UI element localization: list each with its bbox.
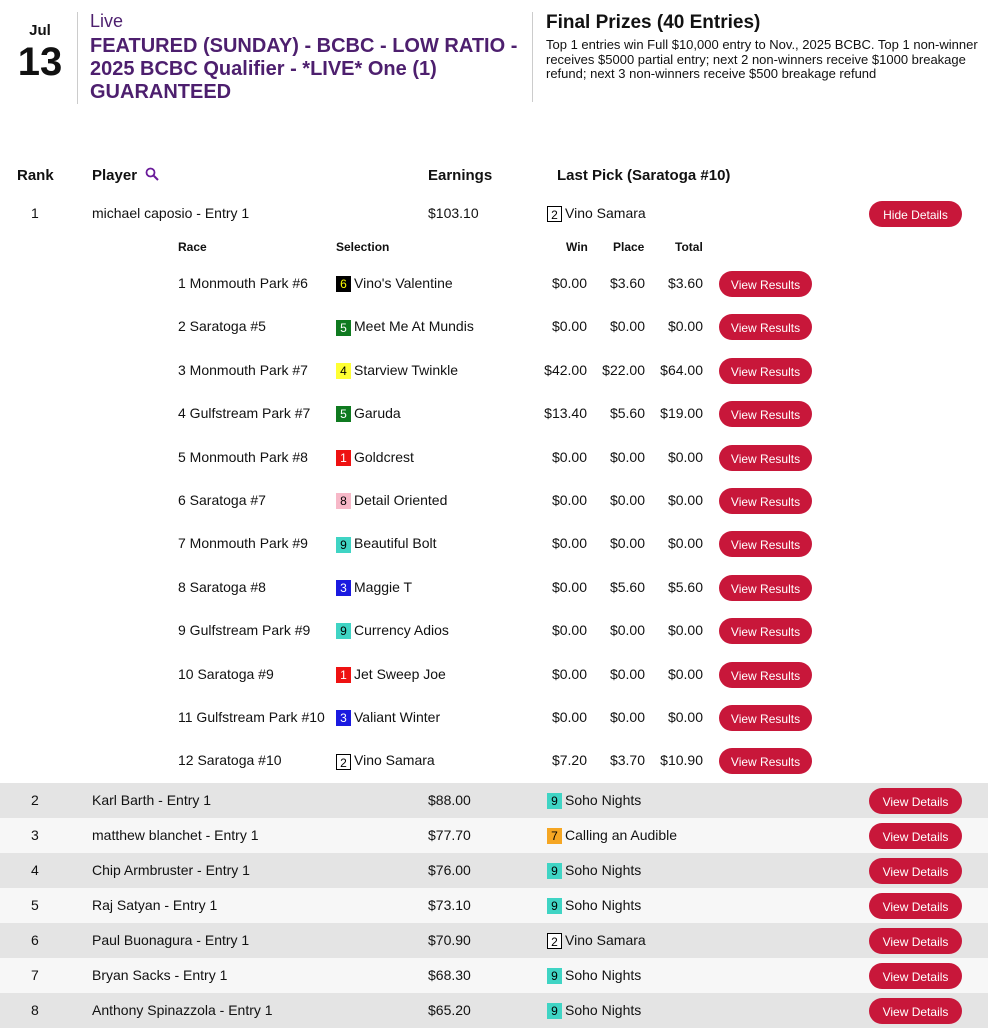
rank-cell: 5 <box>31 897 39 913</box>
win-cell: $0.00 <box>551 665 587 682</box>
player-name: Chip Armbruster - Entry 1 <box>92 862 250 878</box>
view-details-button[interactable]: View Details <box>869 823 962 849</box>
race-cell: 7 Monmouth Park #9 <box>178 535 308 552</box>
rank-cell: 8 <box>31 1002 39 1018</box>
horse-name: Soho Nights <box>565 967 642 983</box>
win-cell: $0.00 <box>551 318 587 335</box>
view-results-button[interactable]: View Results <box>719 271 812 297</box>
saddlecloth-badge: 4 <box>336 363 351 379</box>
race-detail-row <box>0 392 988 435</box>
place-cell: $0.00 <box>609 665 645 682</box>
earnings-value: $77.70 <box>428 827 471 843</box>
earnings-value: $70.90 <box>428 932 471 948</box>
horse-name: Goldcrest <box>354 448 414 465</box>
place-cell: $3.60 <box>609 275 645 291</box>
saddlecloth-badge: 3 <box>336 710 351 726</box>
win-cell: $0.00 <box>551 492 587 508</box>
race-cell: 1 Monmouth Park #6 <box>178 275 308 291</box>
hide-details-button[interactable]: Hide Details <box>869 201 962 227</box>
race-detail-row <box>0 436 988 479</box>
header-divider-2 <box>532 12 533 102</box>
selection-cell <box>336 622 449 639</box>
player-name: michael caposio - Entry 1 <box>92 205 250 221</box>
last-pick <box>547 827 677 844</box>
selection-column-header: Selection <box>336 240 390 254</box>
last-pick <box>547 897 641 914</box>
total-cell: $0.00 <box>667 448 703 465</box>
selection-cell <box>336 318 474 335</box>
race-cell: 2 Saratoga #5 <box>178 318 266 335</box>
selection-cell <box>336 362 458 379</box>
rank-cell: 2 <box>31 792 39 808</box>
player-name: Anthony Spinazzola - Entry 1 <box>92 1002 273 1018</box>
saddlecloth-badge: 6 <box>336 276 351 292</box>
earnings-value: $65.20 <box>428 1002 471 1018</box>
saddlecloth-badge: 9 <box>547 793 562 809</box>
standings-row <box>0 783 988 818</box>
total-cell: $10.90 <box>660 752 703 769</box>
place-cell: $22.00 <box>602 361 645 378</box>
standings-row <box>0 958 988 993</box>
total-cell: $64.00 <box>660 361 703 378</box>
header-divider <box>77 12 78 104</box>
horse-name: Maggie T <box>354 578 413 595</box>
rank-cell: 4 <box>31 862 39 878</box>
view-results-button[interactable]: View Results <box>719 488 812 514</box>
total-cell: $19.00 <box>660 405 703 422</box>
earnings-value: $88.00 <box>428 792 471 808</box>
horse-name: Calling an Audible <box>565 827 678 843</box>
race-detail-row <box>0 653 988 696</box>
rank-cell: 6 <box>31 932 39 948</box>
horse-name: Beautiful Bolt <box>354 535 437 552</box>
last-pick <box>547 792 641 809</box>
total-cell: $0.00 <box>667 492 703 508</box>
last-pick <box>547 932 646 949</box>
horse-name: Vino Samara <box>565 205 646 221</box>
view-results-button[interactable]: View Results <box>719 705 812 731</box>
win-column-header: Win <box>566 240 588 254</box>
win-cell: $7.20 <box>551 752 587 769</box>
place-cell: $0.00 <box>609 709 645 725</box>
horse-name: Soho Nights <box>565 792 642 808</box>
view-details-button[interactable]: View Details <box>869 858 962 884</box>
race-cell: 5 Monmouth Park #8 <box>178 448 308 465</box>
win-cell: $0.00 <box>551 535 587 552</box>
earnings-value: $76.00 <box>428 862 471 878</box>
horse-name: Starview Twinkle <box>354 361 459 378</box>
place-column-header: Place <box>613 240 645 254</box>
player-name: Karl Barth - Entry 1 <box>92 792 212 808</box>
saddlecloth-badge: 2 <box>336 754 351 770</box>
prizes-description: Top 1 entries win Full $10,000 entry to Nov., 2025 BCBC. Top 1 non-winner receives $5000 partial entry; next 2 non-winners receive $1000 breakage refund; next 3 non-winners receive $500 breakage refund <box>546 37 978 81</box>
last-pick-column-header: Last Pick (Saratoga #10) <box>557 167 731 184</box>
view-details-button[interactable]: View Details <box>869 998 962 1024</box>
selection-cell <box>336 405 401 422</box>
horse-name: Vino Samara <box>565 932 646 948</box>
total-column-header: Total <box>675 240 703 254</box>
standings-row <box>0 993 988 1028</box>
standings-row <box>0 853 988 888</box>
view-results-button[interactable]: View Results <box>719 401 812 427</box>
race-detail-row <box>0 522 988 565</box>
saddlecloth-badge: 9 <box>547 898 562 914</box>
standings-row <box>0 923 988 958</box>
win-cell: $13.40 <box>544 405 587 422</box>
player-name: Raj Satyan - Entry 1 <box>92 897 218 913</box>
saddlecloth-badge: 9 <box>547 968 562 984</box>
win-cell: $42.00 <box>544 361 587 378</box>
event-date <box>14 22 66 84</box>
horse-name: Soho Nights <box>565 862 642 878</box>
horse-name: Vino's Valentine <box>354 275 453 291</box>
view-details-button[interactable]: View Details <box>869 963 962 989</box>
horse-name: Garuda <box>354 405 401 422</box>
race-cell: 12 Saratoga #10 <box>178 752 282 769</box>
saddlecloth-badge: 5 <box>336 320 351 336</box>
race-cell: 3 Monmouth Park #7 <box>178 361 308 378</box>
race-detail-row <box>0 609 988 652</box>
saddlecloth-badge: 2 <box>547 206 562 222</box>
view-results-button[interactable]: View Results <box>719 662 812 688</box>
selection-cell <box>336 492 447 509</box>
view-results-button[interactable]: View Results <box>719 748 812 774</box>
selection-cell <box>336 752 435 769</box>
total-cell: $0.00 <box>667 665 703 682</box>
last-pick <box>547 862 641 879</box>
standings-row <box>0 888 988 923</box>
contest-title: FEATURED (SUNDAY) - BCBC - LOW RATIO - 2025 BCBC Qualifier - *LIVE* One (1) GUARANTEED <box>90 35 518 103</box>
player-name: Bryan Sacks - Entry 1 <box>92 967 228 983</box>
horse-name: Vino Samara <box>354 752 435 769</box>
event-day: 13 <box>17 40 63 84</box>
earnings-value: $73.10 <box>428 897 471 913</box>
total-cell: $3.60 <box>667 275 703 291</box>
race-column-header: Race <box>178 240 207 254</box>
win-cell: $0.00 <box>551 622 587 639</box>
event-month: Jul <box>29 22 51 39</box>
saddlecloth-badge: 9 <box>547 1003 562 1019</box>
view-results-button[interactable]: View Results <box>719 531 812 557</box>
race-detail-row <box>0 479 988 522</box>
saddlecloth-badge: 8 <box>336 493 351 509</box>
view-results-button[interactable]: View Results <box>719 445 812 471</box>
last-pick <box>547 967 641 984</box>
saddlecloth-badge: 5 <box>336 406 351 422</box>
standings-row-leader <box>0 196 988 231</box>
search-icon[interactable] <box>145 167 159 181</box>
standings-row <box>0 818 988 853</box>
view-details-button[interactable]: View Details <box>869 928 962 954</box>
saddlecloth-badge: 1 <box>336 667 351 683</box>
view-results-button[interactable]: View Results <box>719 575 812 601</box>
view-results-button[interactable]: View Results <box>719 618 812 644</box>
view-results-button[interactable]: View Results <box>719 314 812 340</box>
place-cell: $0.00 <box>609 492 645 508</box>
place-cell: $3.70 <box>609 752 645 769</box>
win-cell: $0.00 <box>551 275 587 291</box>
contest-status: Live <box>90 11 124 31</box>
total-cell: $0.00 <box>667 318 703 335</box>
race-detail-row <box>0 566 988 609</box>
horse-name: Valiant Winter <box>354 709 441 725</box>
horse-name: Currency Adios <box>354 622 449 639</box>
race-cell: 6 Saratoga #7 <box>178 492 266 508</box>
win-cell: $0.00 <box>551 448 587 465</box>
player-name: matthew blanchet - Entry 1 <box>92 827 259 843</box>
race-cell: 10 Saratoga #9 <box>178 665 274 682</box>
view-details-button[interactable]: View Details <box>869 893 962 919</box>
total-cell: $0.00 <box>667 622 703 639</box>
horse-name: Soho Nights <box>565 897 642 913</box>
last-pick <box>547 1002 641 1019</box>
player-column-header: Player <box>92 167 138 184</box>
saddlecloth-badge: 1 <box>336 450 351 466</box>
selection-cell <box>336 275 453 292</box>
place-cell: $0.00 <box>609 622 645 639</box>
selection-cell <box>336 449 414 466</box>
horse-name: Jet Sweep Joe <box>354 665 446 682</box>
rank-column-header: Rank <box>17 167 54 184</box>
horse-name: Soho Nights <box>565 1002 642 1018</box>
place-cell: $0.00 <box>609 448 645 465</box>
selection-cell <box>336 666 446 683</box>
place-cell: $5.60 <box>609 578 645 595</box>
horse-name: Detail Oriented <box>354 492 448 508</box>
race-cell: 8 Saratoga #8 <box>178 578 266 595</box>
total-cell: $0.00 <box>667 709 703 725</box>
saddlecloth-badge: 3 <box>336 580 351 596</box>
earnings-column-header: Earnings <box>428 167 493 184</box>
race-cell: 11 Gulfstream Park #10 <box>178 709 325 725</box>
race-detail-row <box>0 262 988 305</box>
selection-cell <box>336 579 412 596</box>
race-detail-row <box>0 349 988 392</box>
total-cell: $0.00 <box>667 535 703 552</box>
horse-name: Meet Me At Mundis <box>354 318 474 335</box>
prizes-title: Final Prizes (40 Entries) <box>546 12 761 33</box>
saddlecloth-badge: 9 <box>547 863 562 879</box>
race-cell: 4 Gulfstream Park #7 <box>178 405 311 422</box>
selection-cell <box>336 535 437 552</box>
view-results-button[interactable]: View Results <box>719 358 812 384</box>
saddlecloth-badge: 7 <box>547 828 562 844</box>
earnings-value: $103.10 <box>428 205 479 221</box>
view-details-button[interactable]: View Details <box>869 788 962 814</box>
place-cell: $5.60 <box>609 405 645 422</box>
rank-cell: 7 <box>31 967 39 983</box>
win-cell: $0.00 <box>551 578 587 595</box>
rank-cell: 1 <box>31 205 39 221</box>
race-detail-row <box>0 739 988 782</box>
rank-cell: 3 <box>31 827 39 843</box>
place-cell: $0.00 <box>609 535 645 552</box>
race-detail-row <box>0 696 988 739</box>
total-cell: $5.60 <box>667 578 703 595</box>
last-pick <box>547 205 646 222</box>
race-cell: 9 Gulfstream Park #9 <box>178 622 311 639</box>
selection-cell <box>336 709 440 726</box>
saddlecloth-badge: 9 <box>336 623 351 639</box>
earnings-value: $68.30 <box>428 967 471 983</box>
saddlecloth-badge: 2 <box>547 933 562 949</box>
win-cell: $0.00 <box>551 709 587 725</box>
player-name: Paul Buonagura - Entry 1 <box>92 932 250 948</box>
place-cell: $0.00 <box>609 318 645 335</box>
saddlecloth-badge: 9 <box>336 537 351 553</box>
race-detail-row <box>0 305 988 348</box>
